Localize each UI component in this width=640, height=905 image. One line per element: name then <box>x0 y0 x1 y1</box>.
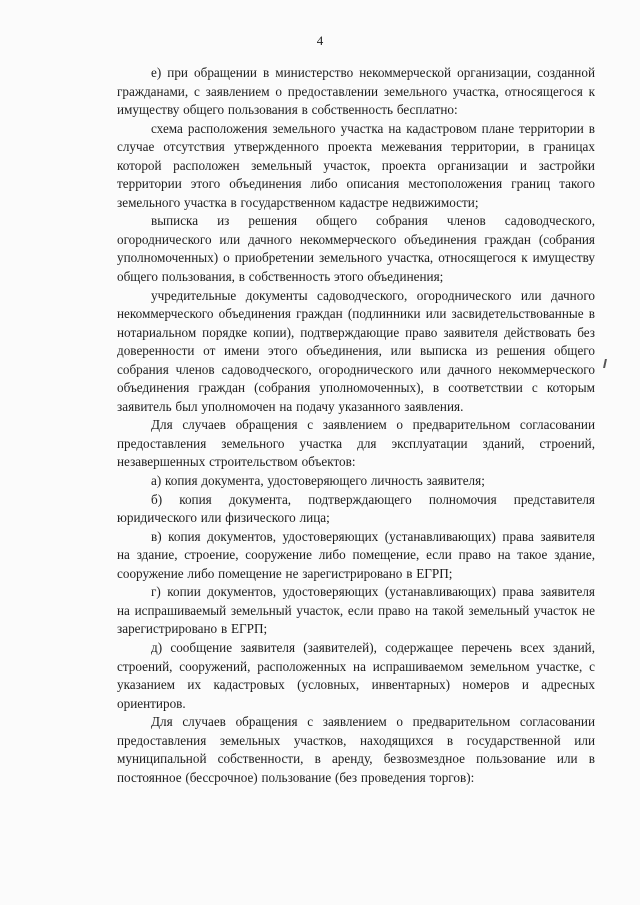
page-number: 4 <box>316 33 324 48</box>
paragraph-item-d: д) сообщение заявителя (заявителей), содержащее перечень всех зданий, строений, сооружений, расположенных на испрашиваемом земельном участке, с указанием их кадастровых (условных, инвентарных) номеров и адресных ориентиров. <box>117 639 595 711</box>
paragraph-item-a: а) копия документа, удостоверяющего личность заявителя; <box>151 473 485 489</box>
margin-pen-mark <box>603 359 607 368</box>
paragraph-founding-documents: учредительные документы садоводческого, огороднического или дачного некоммерческого объединения граждан (подлинники или засвидетельствованные в нотариальном порядке копии), подтверждающие право заявителя действовать без доверенности от имени этого объединения, или выписка из решения общего собрания членов садоводческого, огороднического или дачного некоммерческого объединения граждан (собрания уполномоченных), в соответствии с которым заявитель был уполномочен на подачу указанного заявления. <box>117 287 595 414</box>
paragraph-item-v: в) копия документов, удостоверяющих (устанавливающих) права заявителя на здание, строение, сооружение либо помещение, если право на такое здание, сооружение либо помещение не зарегистрировано в ЕГРП; <box>117 528 595 581</box>
document-body <box>117 64 595 787</box>
paragraph-cadastral-scheme: схема расположения земельного участка на кадастровом плане территории в случае отсутствия утвержденного проекта межевания территории, в границах которой расположен земельный участок, проекта организации и застройки территории этого объединения либо описания местоположения границ такого земельного участка в государственном кадастре недвижимости; <box>117 120 595 210</box>
paragraph-item-e: е) при обращении в министерство некоммерческой организации, созданной гражданами, с заявлением о предоставлении земельного участка, относящегося к имуществу общего пользования в собственность бесплатно: <box>117 65 595 118</box>
paragraph-item-g: г) копии документов, удостоверяющих (устанавливающих) права заявителя на испрашиваемый земельный участок, если право на такой земельный участок не зарегистрировано в ЕГРП; <box>117 584 595 637</box>
paragraph-item-b: б) копия документа, подтверждающего полномочия представителя юридического или физического лица; <box>117 491 595 526</box>
paragraph-meeting-extract: выписка из решения общего собрания членов садоводческого, огороднического или дачного некоммерческого объединения граждан (собрания уполномоченных) о приобретении земельного участка, относящегося к имуществу общего пользования, в собственность этого объединения; <box>117 213 595 285</box>
paragraph-buildings-intro: Для случаев обращения с заявлением о предварительном согласовании предоставления земельного участка для эксплуатации зданий, строений, незавершенных строительством объектов: <box>117 417 595 470</box>
paragraph-lease-intro: Для случаев обращения с заявлением о предварительном согласовании предоставления земельных участков, находящихся в государственной или муниципальной собственности, в аренду, безвозмездное пользование или в постоянное (бессрочное) пользование (без проведения торгов): <box>117 714 595 785</box>
